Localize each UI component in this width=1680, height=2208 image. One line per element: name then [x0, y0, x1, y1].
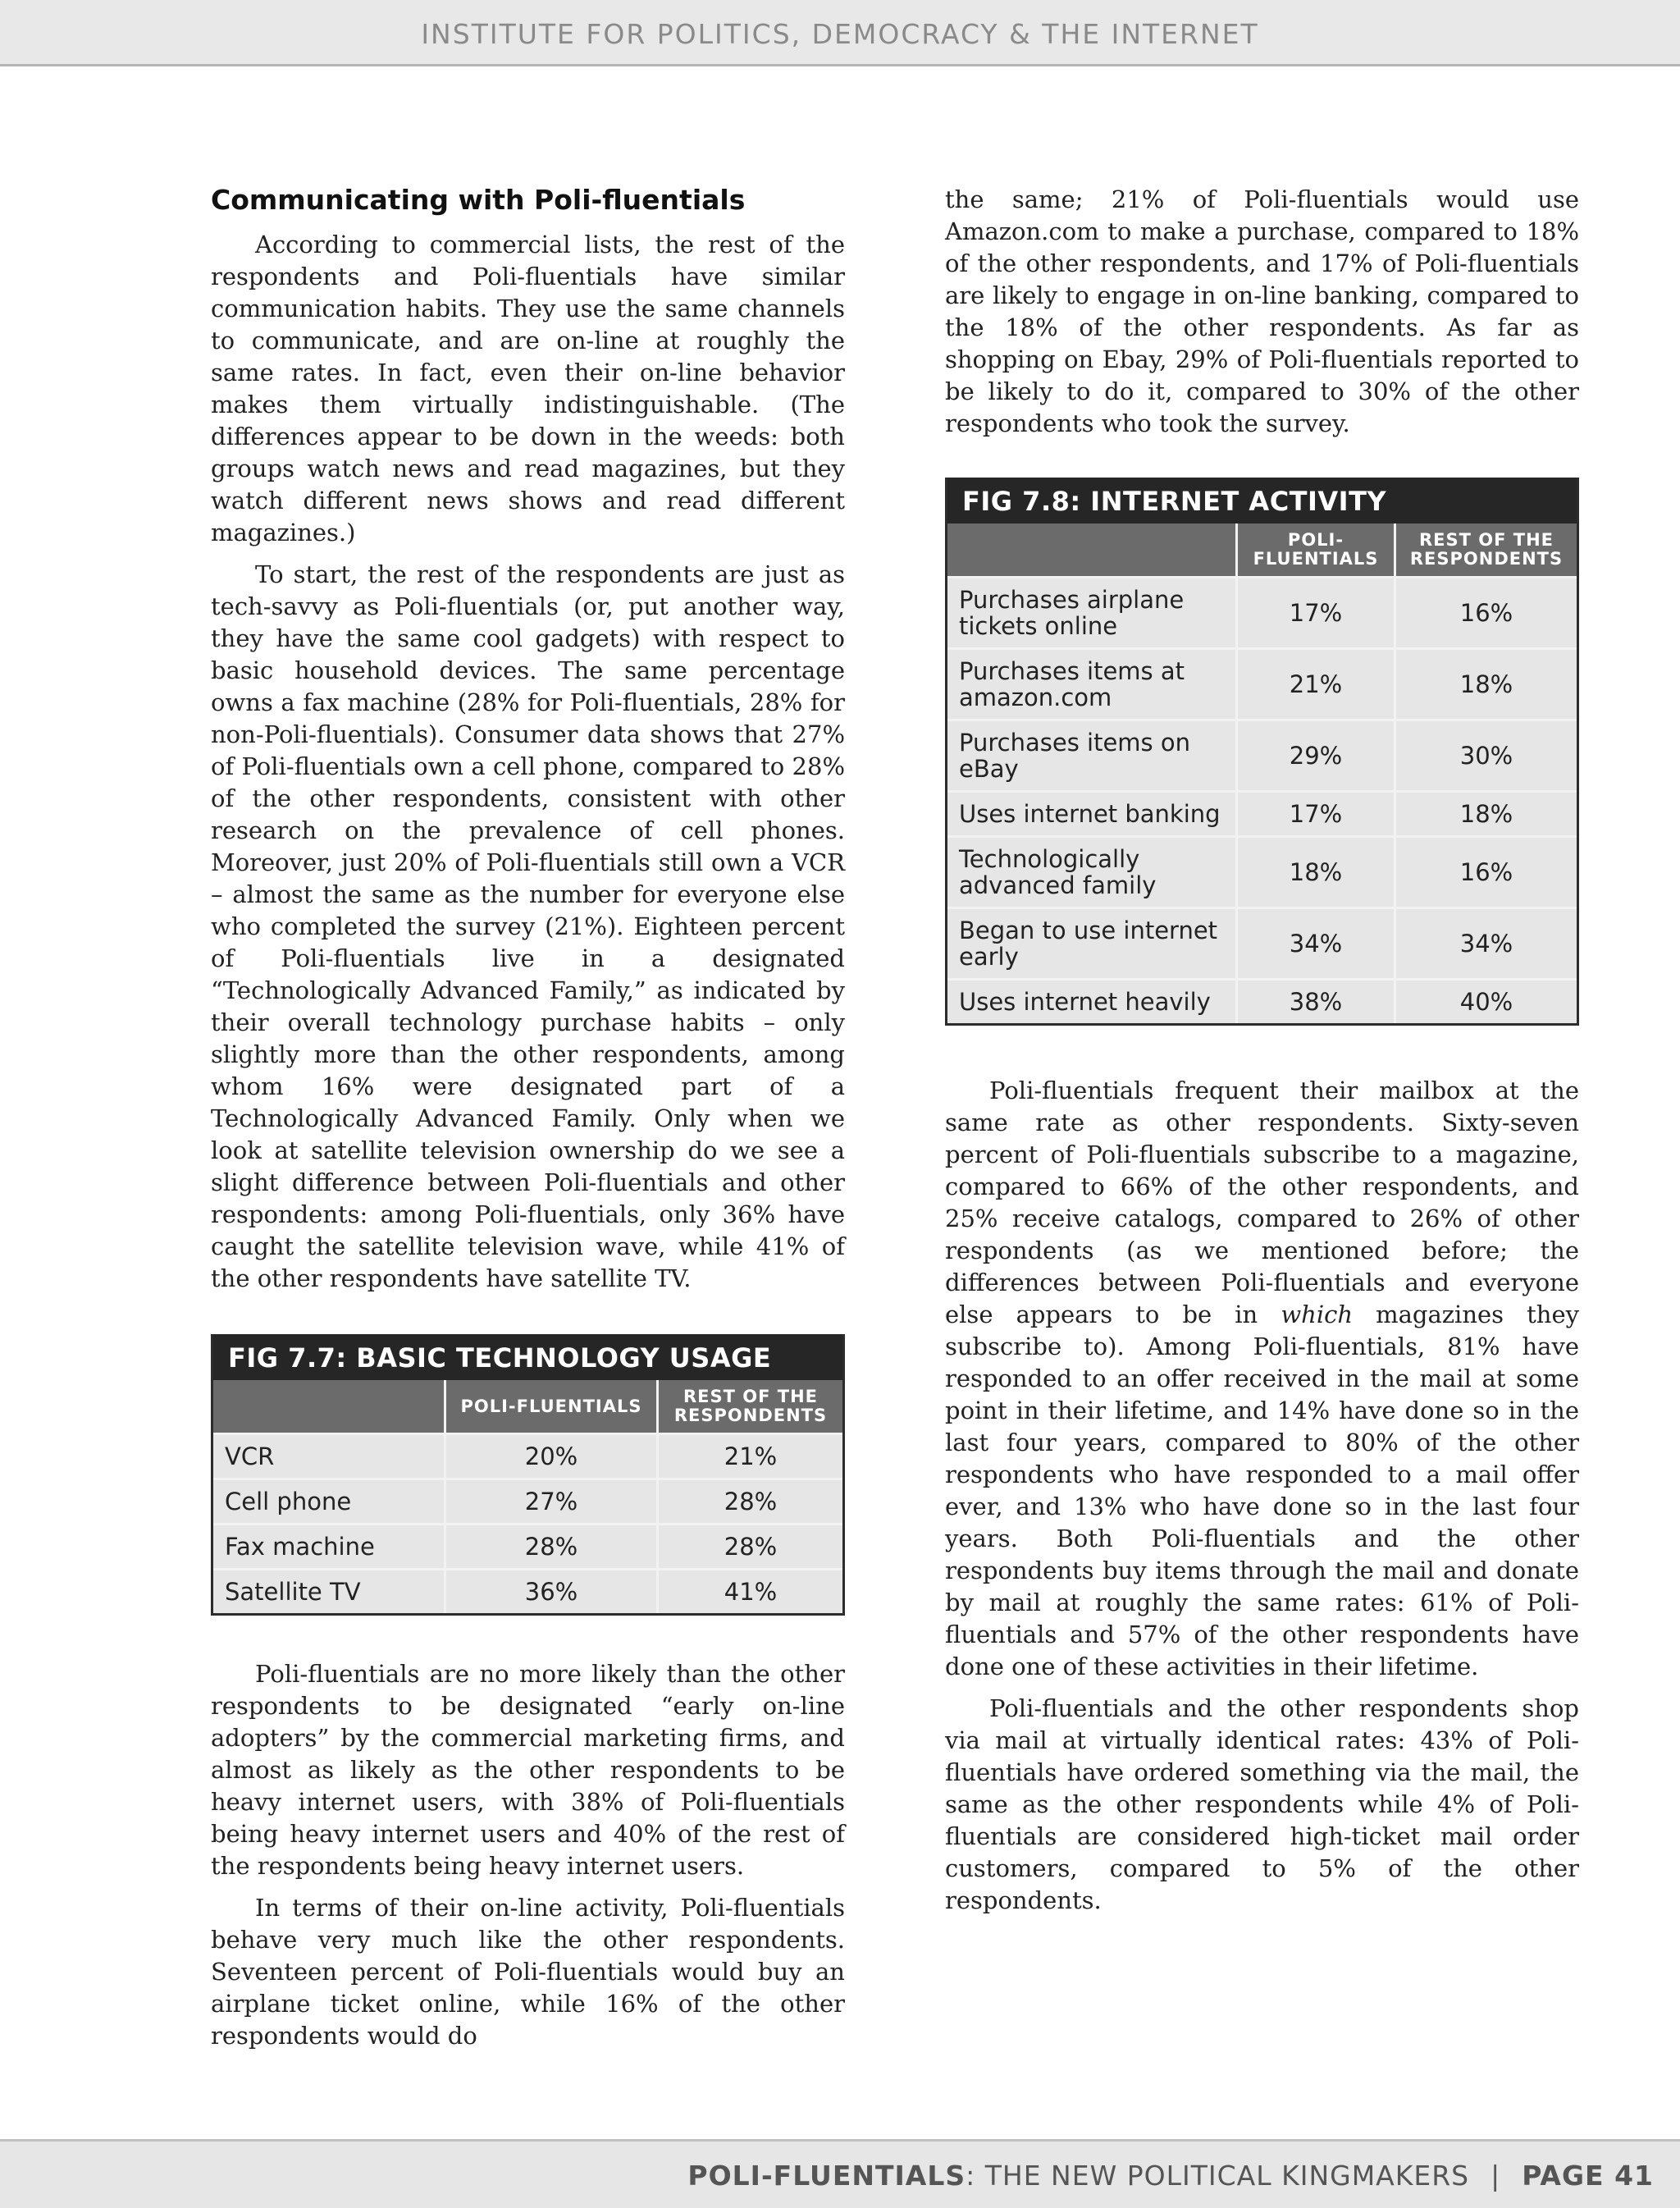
- row-label: Cell phone: [213, 1479, 445, 1525]
- right-column: [945, 184, 1579, 1927]
- table-row: [947, 908, 1577, 980]
- paragraph-continuation: the same; 21% of Poli-fluentials would use Amazon.com to make a purchase, compared to 18% of the other respondents, and 17% of Poli-fluentials are likely to engage in on-line banking, compared to the 18% of the other respondents. As far as shopping on Ebay, 29% of Poli-fluentials reported to be likely to do it, compared to 30% of the other respondents who took the survey.: [945, 185, 1579, 437]
- cell-rest: 40%: [1395, 980, 1577, 1024]
- figure-basic-technology-usage: [211, 1334, 845, 1616]
- row-label: Satellite TV: [213, 1570, 445, 1614]
- left-column: [211, 184, 845, 2062]
- cell-poli: 36%: [445, 1570, 658, 1614]
- cell-rest: 30%: [1395, 720, 1577, 792]
- row-label: Purchases items on eBay: [947, 720, 1237, 792]
- paragraph: According to commercial lists, the rest of the respondents and Poli-fluentials have similar communication habits. They use the same channels to communicate, and are on-line at roughly the same rates. In fact, even their on-line behavior makes them virtually indistinguishable. (The differences appear to be down in the weeds: both groups watch news and read magazines, but they watch different news shows and read different magazines.): [211, 231, 845, 546]
- row-label: Purchases airplane tickets online: [947, 578, 1237, 649]
- table-row: [947, 837, 1577, 908]
- running-header: [0, 0, 1680, 66]
- row-label: Purchases items at amazon.com: [947, 649, 1237, 720]
- table-row: [947, 578, 1577, 649]
- cell-rest: 16%: [1395, 578, 1577, 649]
- table-row: [947, 649, 1577, 720]
- figure-table: [213, 1380, 842, 1613]
- table-row: [947, 792, 1577, 837]
- cell-poli: 21%: [1237, 649, 1395, 720]
- figure-title: FIG 7.7: BASIC TECHNOLOGY USAGE: [213, 1334, 842, 1380]
- cell-poli: 34%: [1237, 908, 1395, 980]
- cell-poli: 38%: [1237, 980, 1395, 1024]
- cell-rest: 41%: [658, 1570, 843, 1614]
- column-header-rest: REST OF THE RESPONDENTS: [658, 1380, 843, 1434]
- table-row: [947, 720, 1577, 792]
- table-row: [213, 1525, 842, 1570]
- row-label: VCR: [213, 1434, 445, 1479]
- figure-internet-activity: [945, 478, 1579, 1026]
- cell-poli: 17%: [1237, 578, 1395, 649]
- row-label: Uses internet banking: [947, 792, 1237, 837]
- table-row: [213, 1479, 842, 1525]
- column-header-blank: [213, 1380, 445, 1434]
- figure-title: FIG 7.8: INTERNET ACTIVITY: [947, 478, 1577, 523]
- page-number: PAGE 41: [1522, 2160, 1654, 2192]
- row-label: Began to use internet early: [947, 908, 1237, 980]
- cell-rest: 28%: [658, 1525, 843, 1570]
- cell-rest: 21%: [658, 1434, 843, 1479]
- table-header-row: [947, 523, 1577, 578]
- cell-rest: 18%: [1395, 649, 1577, 720]
- cell-poli: 20%: [445, 1434, 658, 1479]
- paragraph: To start, the rest of the respondents are just as tech-savvy as Poli-fluentials (or, put another way, they have the same cool gadgets) with respect to basic household devices. The same percentage owns a fax machine (28% for Poli-fluentials, 28% for non-Poli-fluentials). Consumer data shows that 27% of Poli-fluentials own a cell phone, compared to 28% of the other respondents, consistent with other research on the prevalence of cell phones. Moreover, just 20% of Poli-fluentials still own a VCR – almost the same as the number for everyone else who completed the survey (21%). Eighteen percent of Poli-fluentials live in a designated “Technologically Advanced Family,” as indicated by their overall technology purchase habits – only slightly more than the other respondents, among whom 16% were designated part of a Technologically Advanced Family. Only when we look at satellite television ownership do we see a slight difference between Poli-fluentials and other respondents: among Poli-fluentials, only 36% have caught the satellite television wave, while 41% of the other respondents have satellite TV.: [211, 560, 845, 1292]
- section-heading: Communicating with Poli-fluentials: [211, 184, 746, 216]
- column-header-poli-fluentials: POLI-FLUENTIALS: [445, 1380, 658, 1434]
- cell-poli: 18%: [1237, 837, 1395, 908]
- table-row: [947, 980, 1577, 1024]
- footer-book-title-rest: : THE NEW POLITICAL KINGMAKERS: [966, 2160, 1470, 2192]
- row-label: Fax machine: [213, 1525, 445, 1570]
- figure-table: [947, 523, 1577, 1023]
- cell-poli: 29%: [1237, 720, 1395, 792]
- cell-rest: 34%: [1395, 908, 1577, 980]
- emphasis: which: [1281, 1301, 1354, 1328]
- paragraph: Poli-fluentials and the other respondents shop via mail at virtually identical rates: 43% of Poli-fluentials have ordered something via the mail, the same as the other respondents while 4% of Poli-fluentials are considered high-ticket mail order customers, compared to 5% of the other respondents.: [945, 1694, 1579, 1914]
- column-header-blank: [947, 523, 1237, 578]
- cell-rest: 16%: [1395, 837, 1577, 908]
- column-header-poli-fluentials: POLI- FLUENTIALS: [1237, 523, 1395, 578]
- footer-book-title-bold: POLI-FLUENTIALS: [687, 2160, 966, 2192]
- column-header-rest: REST OF THE RESPONDENTS: [1395, 523, 1577, 578]
- footer-text: [687, 2160, 1654, 2192]
- cell-poli: 17%: [1237, 792, 1395, 837]
- paragraph: In terms of their on-line activity, Poli-fluentials behave very much like the other respondents. Seventeen percent of Poli-fluentials would buy an airplane ticket online, while 16% of the other respondents would do: [211, 1894, 845, 2050]
- paragraph: Poli-fluentials are no more likely than the other respondents to be designated “early on-line adopters” by the commercial marketing firms, and almost as likely as the other respondents to be heavy internet users, with 38% of Poli-fluentials being heavy internet users and 40% of the rest of the respondents being heavy internet users.: [211, 1660, 845, 1880]
- running-footer: [0, 2139, 1680, 2208]
- row-label: Uses internet heavily: [947, 980, 1237, 1024]
- cell-rest: 28%: [658, 1479, 843, 1525]
- table-row: [213, 1570, 842, 1614]
- table-header-row: [213, 1380, 842, 1434]
- header-title: INSTITUTE FOR POLITICS, DEMOCRACY & THE INTERNET: [421, 18, 1259, 50]
- paragraph: Poli-fluentials frequent their mailbox at the same rate as other respondents. Sixty-seven percent of Poli-fluentials subscribe to a magazine, compared to 66% of the other respondents, and 25% receive catalogs, compared to 26% of other respondents (as we mentioned before; the differences between Poli-fluentials and everyone else appears to be in which magazines they subscribe to). Among Poli-fluentials, 81% have responded to an offer received in the mail at some point in their lifetime, and 14% have done so in the last four years, compared to 80% of the other respondents who have responded to a mail offer ever, and 13% who have done so in the last four years. Both Poli-fluentials and the other respondents buy items through the mail and donate by mail at roughly the same rates: 61% of Poli-fluentials and 57% of the other respondents have done one of these activities in their lifetime.: [945, 1077, 1579, 1680]
- cell-rest: 18%: [1395, 792, 1577, 837]
- cell-poli: 28%: [445, 1525, 658, 1570]
- cell-poli: 27%: [445, 1479, 658, 1525]
- footer-separator: |: [1491, 2160, 1501, 2192]
- table-row: [213, 1434, 842, 1479]
- row-label: Technologically advanced family: [947, 837, 1237, 908]
